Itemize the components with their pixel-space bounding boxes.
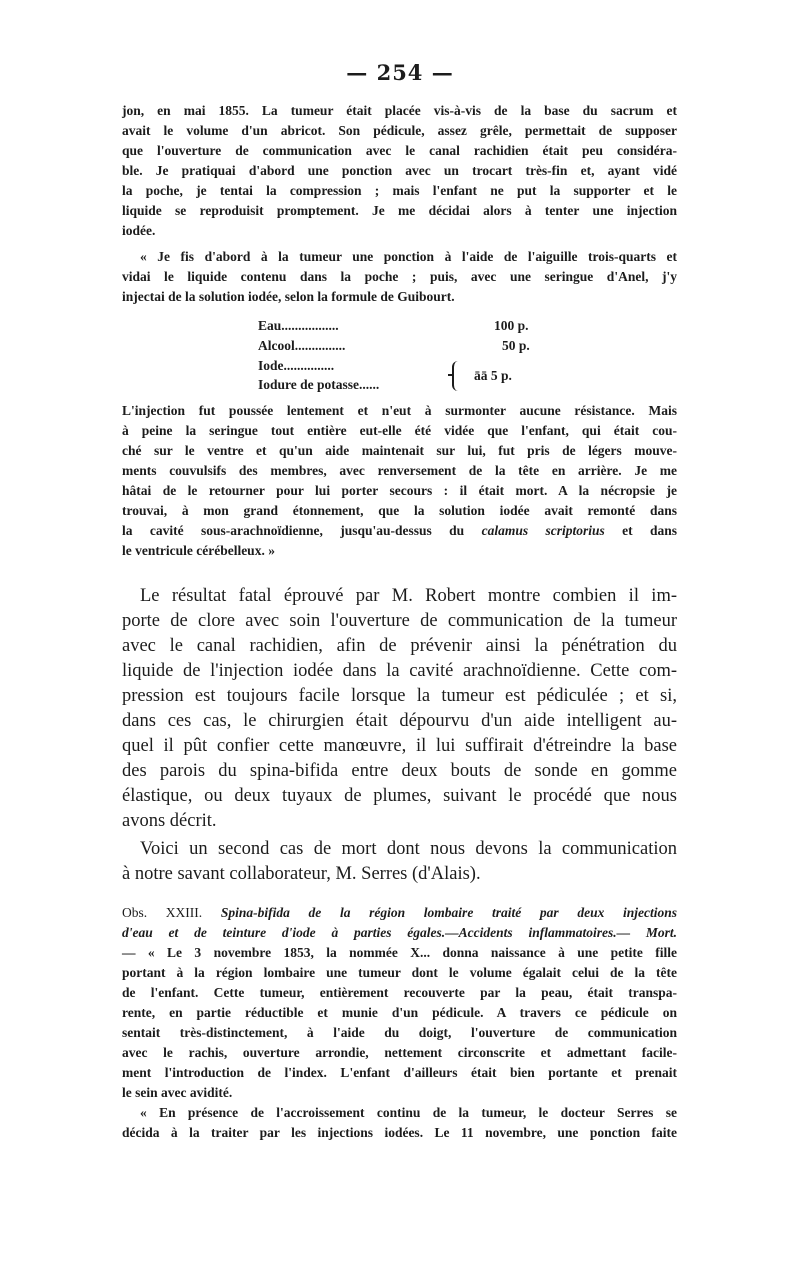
text-line: liquide de l'injection iodée dans la cavité arachnoïdienne. Cette com- (122, 661, 677, 681)
text-line: décida à la traiter par les injections iodées. Le 11 novembre, une ponction faite (122, 1125, 677, 1140)
text-line (122, 904, 677, 921)
text-line: avons décrit. (122, 811, 217, 831)
italic-term: calamus scriptorius (481, 523, 605, 538)
formula-water-label: Eau................. (258, 318, 339, 333)
text-line: — « Le 3 novembre 1853, la nommée X... donna naissance à une petite fille (122, 945, 677, 960)
text-line (122, 924, 677, 941)
observation-title: Spina-bifida de la région lombaire traité par deux injections (220, 905, 678, 920)
text-line: pression est toujours facile lorsque la tumeur est pédiculée ; et si, (122, 686, 677, 706)
curly-brace-icon (452, 361, 461, 391)
observation-title: d'eau et de teinture d'iode à parties égales.—Accidents inflammatoires.— Mort. (122, 925, 677, 940)
text-line: dans ces cas, le chirurgien était dépourvu d'un aide intelligent au- (122, 711, 677, 731)
text-line: à peine la seringue tout entière eut-elle été vidée que l'enfant, qui était cou- (122, 423, 677, 438)
text-line: à notre savant collaborateur, M. Serres (d'Alais). (122, 864, 481, 884)
text-line: la poche, je tentai la compression ; mais l'enfant ne put la supporter et le (122, 183, 677, 198)
text-line: hâtai de le retourner pour lui porter secours : il était mort. A la nécropsie je (122, 483, 677, 498)
text-line: iodée. (122, 223, 156, 238)
text-line: Voici un second cas de mort dont nous devons la communication (140, 839, 677, 859)
text-span: la cavité sous-arachnoïdienne, jusqu'au-dessus du (122, 523, 465, 538)
text-line: ments couvulsifs des membres, avec renversement de la tête en arrière. Je me (122, 463, 677, 478)
text-line: portant à la région lombaire une tumeur dont le volume égalait celui de la tête (122, 965, 677, 980)
text-line: vidai le liquide contenu dans la poche ; puis, avec une seringue d'Anel, j'y (122, 269, 677, 284)
formula-alcohol-label: Alcool............... (258, 338, 346, 353)
formula-alcohol-quantity: 50 p. (502, 338, 530, 353)
text-line: quel il pût confier cette manœuvre, il lui suffirait d'étreindre la base (122, 736, 677, 756)
text-line: ble. Je pratiquai d'abord une ponction avec un trocart très-fin et, ayant vidé (122, 163, 677, 178)
text-line: jon, en mai 1855. La tumeur était placée vis-à-vis de la base du sacrum et (122, 103, 677, 118)
formula-iodide-label: Iodure de potasse...... (258, 377, 380, 392)
text-line: élastique, ou deux tuyaux de plumes, suivant le procédé que nous (122, 786, 677, 806)
text-span: et dans (622, 523, 677, 538)
text-line: le sein avec avidité. (122, 1085, 233, 1100)
text-line: rente, en partie réductible et munie d'un pédicule. A travers ce pédicule on (122, 1005, 677, 1020)
text-line: avec le rachis, ouverture arrondie, nettement circonscrite et admettant facile- (122, 1045, 677, 1060)
text-line: ment l'introduction de l'index. L'enfant d'ailleurs était bien portante et prenait (122, 1065, 677, 1080)
text-line: injectai de la solution iodée, selon la formule de Guibourt. (122, 289, 455, 304)
formula-iodine-label: Iode............... (258, 358, 335, 373)
formula-water-quantity: 100 p. (494, 318, 529, 333)
text-line: Le résultat fatal éprouvé par M. Robert montre combien il im- (140, 586, 677, 606)
text-line: de l'enfant. Cette tumeur, entièrement recouverte par la peau, était transpa- (122, 985, 677, 1000)
text-line: le ventricule cérébelleux. » (122, 543, 275, 558)
text-line: avec le canal rachidien, afin de prévenir ainsi la pénétration du (122, 636, 677, 656)
text-line: liquide se reproduisit promptement. Je me décidai alors à tenter une injection (122, 203, 677, 218)
text-line: L'injection fut poussée lentement et n'eut à surmonter aucune résistance. Mais (122, 403, 677, 418)
text-line: « Je fis d'abord à la tumeur une ponction à l'aide de l'aiguille trois-quarts et (140, 249, 677, 264)
text-line: trouvai, à mon grand étonnement, que la solution iodée avait remonté dans (122, 503, 677, 518)
formula-shared-quantity: āā 5 p. (474, 368, 512, 383)
observation-label: Obs. XXIII. (122, 905, 203, 920)
text-line: porte de clore avec soin l'ouverture de communication de la tumeur (122, 611, 677, 631)
text-line: que l'ouverture de communication avec le canal rachidien était peu considéra- (122, 143, 677, 158)
text-line (122, 522, 677, 539)
text-line: ché sur le ventre et qu'un aide maintenait sur lui, fut pris de légers mouve- (122, 443, 677, 458)
text-line: sentait très-distinctement, à l'aide du doigt, l'ouverture de communication (122, 1025, 677, 1040)
text-line: avait le volume d'un abricot. Son pédicule, assez grêle, permettait de supposer (122, 123, 677, 138)
page-number: — 254 — (346, 60, 454, 85)
text-line: « En présence de l'accroissement continu de la tumeur, le docteur Serres se (140, 1105, 677, 1120)
text-line: des parois du spina-bifida entre deux bouts de sonde en gomme (122, 761, 677, 781)
